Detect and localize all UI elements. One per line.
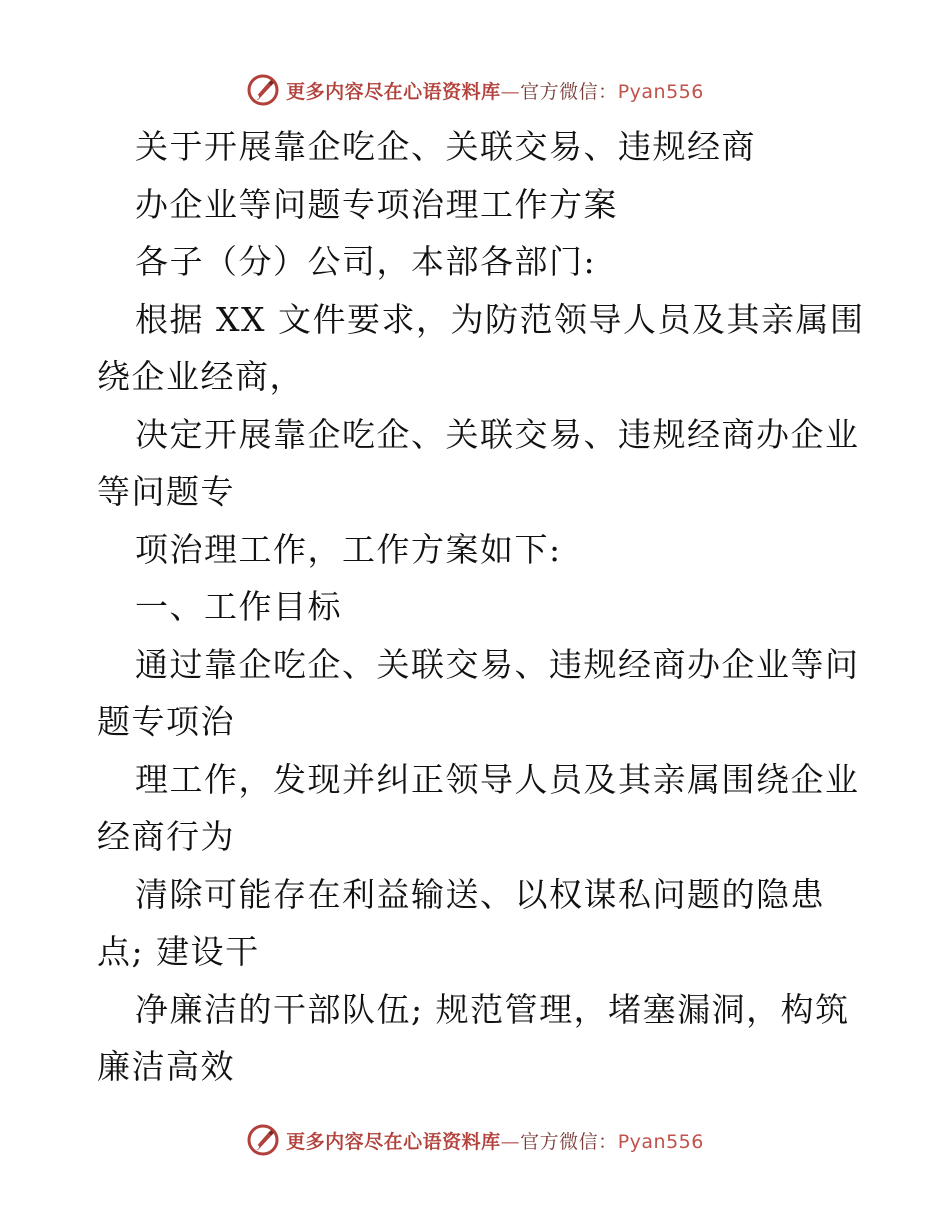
- document-line: 清除可能存在利益输送、以权谋私问题的隐患: [135, 874, 825, 914]
- watermark-separator: —: [500, 1130, 521, 1153]
- document-line: 通过靠企吃企、关联交易、违规经商办企业等问: [135, 644, 860, 684]
- document-line: 点; 建设干: [97, 932, 260, 971]
- document-line: 题专项治: [97, 702, 235, 741]
- watermark-separator: —: [500, 80, 521, 103]
- watermark-wechat-label: 官方微信：: [520, 80, 618, 103]
- watermark-title: 更多内容尽在心语资料库: [286, 80, 501, 103]
- document-line: 办企业等问题专项治理工作方案: [135, 184, 618, 224]
- document-line: 根据 XX 文件要求，为防范领导人员及其亲属围: [135, 299, 865, 339]
- watermark-text: [286, 1127, 704, 1154]
- document-line: 各子（分）公司，本部各部门:: [135, 242, 597, 281]
- footer-watermark: [0, 1120, 950, 1160]
- document-body: [97, 118, 865, 1096]
- document-line: 等问题专: [97, 472, 235, 511]
- document-line: 廉洁高效: [97, 1047, 235, 1086]
- red-pen-seal-icon: [246, 1123, 280, 1157]
- document-line: 经商行为: [97, 817, 235, 856]
- watermark-wechat-id: Pyan556: [617, 1130, 704, 1153]
- watermark-text: [286, 77, 704, 104]
- document-line: 一、工作目标: [135, 587, 342, 626]
- watermark-title: 更多内容尽在心语资料库: [286, 1130, 501, 1153]
- watermark-wechat-id: Pyan556: [617, 80, 704, 103]
- document-line: 项治理工作，工作方案如下:: [135, 529, 562, 569]
- watermark-wechat-label: 官方微信：: [520, 1130, 618, 1153]
- document-line: 关于开展靠企吃企、关联交易、违规经商: [135, 127, 756, 166]
- document-line: 理工作，发现并纠正领导人员及其亲属围绕企业: [135, 759, 860, 799]
- header-watermark: [0, 70, 950, 110]
- red-pen-seal-icon: [246, 73, 280, 107]
- document-line: 决定开展靠企吃企、关联交易、违规经商办企业: [135, 414, 860, 454]
- document-line: 绕企业经商，: [97, 357, 304, 396]
- document-line: 净廉洁的干部队伍; 规范管理，堵塞漏洞，构筑: [135, 989, 850, 1029]
